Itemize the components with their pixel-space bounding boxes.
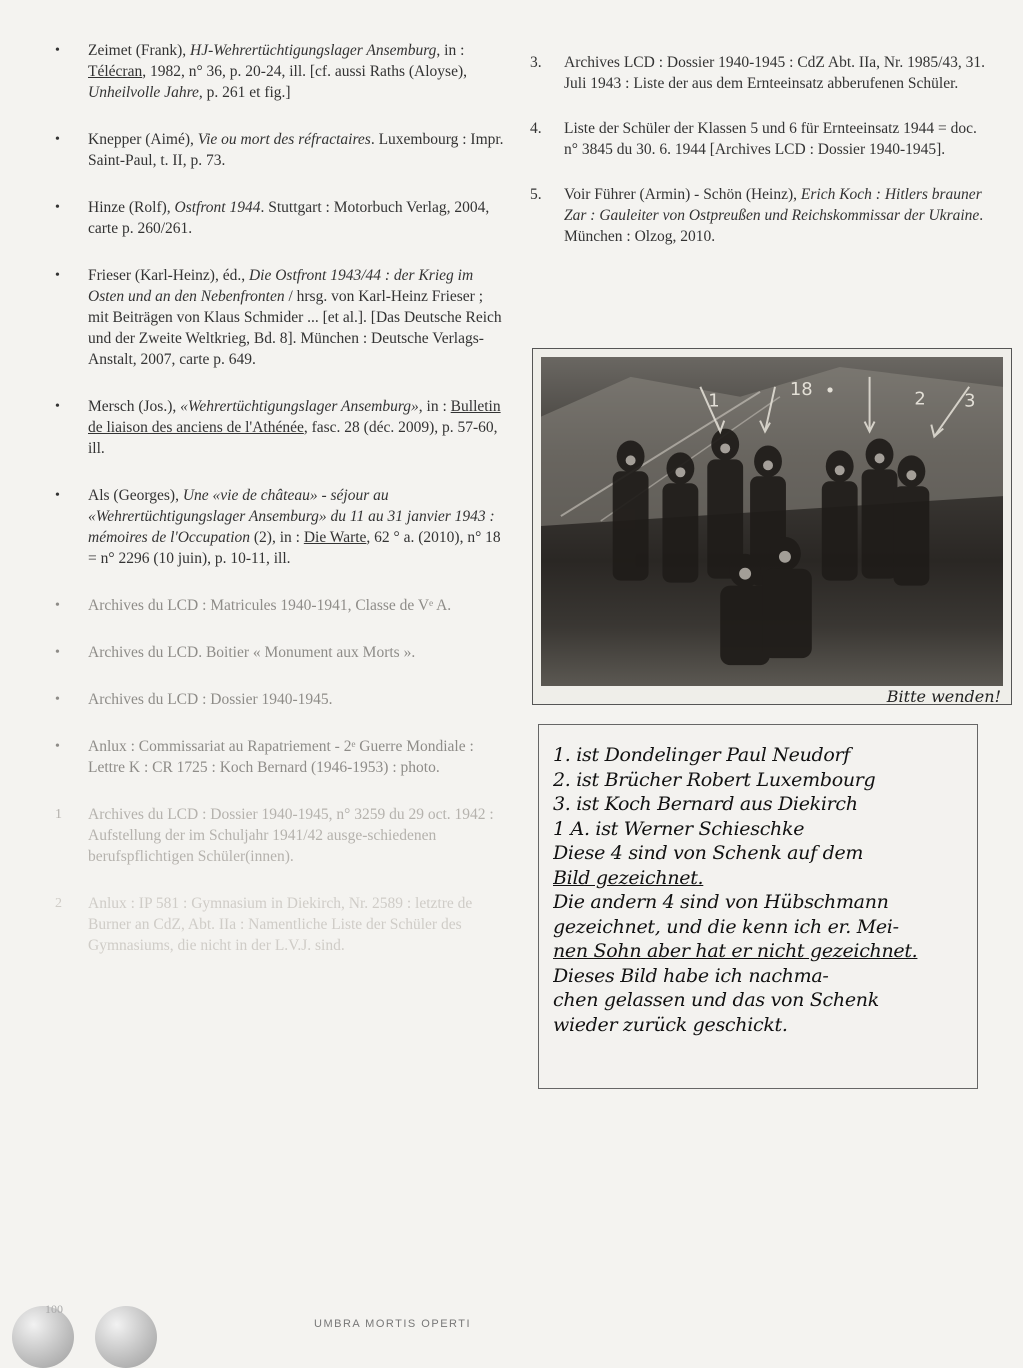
text-run: , 1982, n° 36, p. 20-24, ill. [cf. aussi Raths (Aloyse),: [142, 63, 467, 80]
handwritten-card: [538, 724, 978, 1089]
text-run: , p. 261 et fig.]: [198, 84, 291, 101]
endnote: [530, 118, 990, 160]
bibliography-entry: [55, 40, 505, 103]
text-run: Hinze (Rolf),: [88, 199, 175, 216]
text-run: , in :: [418, 398, 451, 415]
bibliography-entry: [55, 804, 505, 867]
entry-text: [88, 199, 489, 237]
handwritten-line: Die andern 4 sind von Hübschmann: [553, 891, 889, 913]
entry-bullet: •: [55, 645, 60, 660]
entry-bullet: •: [55, 598, 60, 613]
text-run: Die Warte: [303, 529, 367, 546]
bibliography-entry: [55, 485, 505, 569]
text-run: Zeimet (Frank),: [88, 42, 191, 59]
bibliography-entry: [55, 197, 505, 239]
entry-text: [88, 597, 451, 614]
endnote: [530, 184, 990, 247]
text-run: / hrsg. von Karl-Heinz Frieser ; mit Beiträgen von Klaus Schmider ... [et al.]. [Das Deutsche Reich und der Zweite Weltkrieg, Bd. 8]. München : Deutsche Verlags-Anstalt, 2007, carte p. 649.: [88, 288, 502, 368]
bibliography-entry: [55, 736, 505, 778]
text-run: Liste der Schüler der Klassen 5 und 6 für Ernteeinsatz 1944 = doc. n° 3845 du 30. 6. 1944 [Archives LCD : Dossier 1940-1945].: [564, 120, 977, 158]
handwritten-line: 1 A. ist Werner Schieschke: [553, 817, 805, 840]
handwritten-line: gezeichnet, und die kenn ich er. Mei-: [553, 915, 899, 938]
text-run: . München : Olzog, 2010.: [564, 207, 984, 245]
entry-text: [88, 267, 502, 368]
photo-image: [541, 357, 1003, 686]
footer-disc-left: [12, 1306, 74, 1368]
endnotes-list: [530, 52, 990, 271]
bibliography-entry: [55, 396, 505, 459]
photo-mark-2: 2: [914, 388, 926, 410]
entry-bullet: •: [55, 488, 60, 503]
entry-bullet: •: [55, 739, 60, 754]
text-run: HJ-Wehrertüchtigungslager Ansemburg: [190, 42, 437, 59]
text-run: Voir Führer (Armin) - Schön (Heinz),: [564, 186, 801, 203]
entry-bullet: •: [55, 43, 60, 58]
entry-bullet: •: [55, 132, 60, 147]
entry-text: [88, 131, 504, 169]
text-run: Archives du LCD. Boitier « Monument aux Morts ».: [88, 644, 416, 661]
entry-text: [88, 644, 415, 661]
text-run: Mersch (Jos.),: [88, 398, 181, 415]
entry-text: [88, 895, 472, 954]
text-run: Bulletin de liaison des anciens de l'Athénée: [88, 398, 501, 436]
bibliography-entry: [55, 689, 505, 710]
entry-text: [88, 691, 333, 708]
text-run: Archives du LCD : Dossier 1940-1945, n° 3259 du 29 oct. 1942 : Aufstellung der im Schuljahr 1941/42 ausge-schiedenen berufspflichtigen Schüler(innen).: [88, 806, 494, 865]
bibliography-entry: [55, 265, 505, 370]
endnote-text: [564, 120, 977, 158]
entry-text: [88, 398, 501, 457]
handwritten-line: chen gelassen und das von Schenk: [553, 989, 879, 1011]
photo-mark-18: 18: [789, 378, 813, 400]
photo-mark-dot: •: [824, 380, 836, 402]
endnote-number: 5.: [530, 186, 542, 203]
text-run: Archives du LCD : Matricules 1940-1941, Classe de Vᵉ A.: [88, 597, 452, 614]
text-run: (2), in :: [250, 529, 304, 546]
photo-mark-3: 3: [964, 390, 976, 412]
text-run: Télécran: [88, 63, 143, 80]
entry-text: [88, 738, 474, 776]
text-run: Vie ou mort des réfractaires: [197, 131, 371, 148]
bibliography-entry: [55, 129, 505, 171]
handwritten-line: 3. ist Koch Bernard aus Diekirch: [553, 793, 858, 815]
text-run: «Wehrertüchtigungslager Ansemburg»: [180, 398, 419, 415]
entry-bullet: •: [55, 399, 60, 414]
group-photograph: [532, 348, 1012, 705]
text-run: Une «vie de château» - séjour au «Wehrertüchtigungslager Ansemburg» du 11 au 31 janvier 1943 : mémoires de l'Occupation: [88, 487, 495, 546]
entry-text: [88, 806, 494, 865]
footer-disc-right: [95, 1306, 157, 1368]
bibliography-entry: [55, 893, 505, 956]
text-run: Erich Koch : Hitlers brauner Zar : Gauleiter von Ostpreußen und Reichskommissar der Ukraine: [564, 186, 982, 224]
photo-caption: Bitte wenden!: [886, 687, 1001, 706]
text-run: Ostfront 1944: [174, 199, 261, 216]
handwritten-line: Bild gezeichnet.: [553, 866, 704, 889]
handwritten-line: 1. ist Dondelinger Paul Neudorf: [553, 744, 851, 766]
entry-text: [88, 42, 467, 101]
endnote: [530, 52, 990, 94]
photo-scene: [541, 357, 1003, 686]
entry-text: [88, 487, 501, 567]
text-run: , in :: [436, 42, 465, 59]
entry-bullet: •: [55, 200, 60, 215]
entry-bullet: 2: [55, 896, 62, 911]
text-run: Die Ostfront 1943/44 : der Krieg im Osten und an den Nebenfronten: [88, 267, 474, 305]
handwritten-line: Dieses Bild habe ich nachma-: [553, 964, 829, 987]
handwritten-line: Diese 4 sind von Schenk auf dem: [553, 842, 864, 864]
text-run: Als (Georges),: [88, 487, 183, 504]
bibliography-entry: [55, 595, 505, 616]
bibliography-entry: [55, 642, 505, 663]
endnote-text: [564, 186, 983, 245]
page-number: 100: [45, 1302, 63, 1316]
endnote-text: [564, 54, 985, 92]
handwritten-line: nen Sohn aber hat er nicht gezeichnet.: [553, 940, 918, 962]
photo-mark-1: 1: [708, 390, 720, 412]
text-run: Anlux : Commissariat au Rapatriement - 2ᵉ Guerre Mondiale : Lettre K : CR 1725 : Koch Bernard (1946-1953) : photo.: [88, 738, 474, 776]
text-run: Frieser (Karl-Heinz), éd.,: [88, 267, 249, 284]
text-run: Archives du LCD : Dossier 1940-1945.: [88, 691, 333, 708]
handwritten-line: wieder zurück geschickt.: [553, 1013, 788, 1036]
entry-bullet: •: [55, 692, 60, 707]
endnote-number: 4.: [530, 120, 542, 137]
handwritten-line: 2. ist Brücher Robert Luxembourg: [553, 768, 876, 791]
running-title: UMBRA MORTIS OPERTI: [314, 1318, 472, 1330]
entry-bullet: •: [55, 268, 60, 283]
text-run: Knepper (Aimé),: [88, 131, 198, 148]
endnote-number: 3.: [530, 54, 542, 71]
text-run: , 62 ° a. (2010), n° 18 = n° 2296 (10 juin), p. 10-11, ill.: [88, 529, 501, 567]
text-run: . Stuttgart : Motorbuch Verlag, 2004, carte p. 260/261.: [88, 199, 490, 237]
entry-bullet: 1: [55, 807, 62, 822]
text-run: Archives LCD : Dossier 1940-1945 : CdZ Abt. IIa, Nr. 1985/43, 31. Juli 1943 : Liste der aus dem Ernteeinsatz abberufenen Schüler.: [564, 54, 986, 92]
bibliography-list: [55, 40, 505, 982]
text-run: . Luxembourg : Impr. Saint-Paul, t. II, p. 73.: [88, 131, 504, 169]
text-run: Unheilvolle Jahre: [88, 84, 199, 101]
text-run: , fasc. 28 (déc. 2009), p. 57-60, ill.: [88, 419, 498, 457]
text-run: Anlux : IP 581 : Gymnasium in Diekirch, Nr. 2589 : letztre de Burner an CdZ, Abt. IIa : Namentliche Liste der Schüler des Gymnasiums, die nicht in der L.V.J. sind.: [88, 895, 473, 954]
